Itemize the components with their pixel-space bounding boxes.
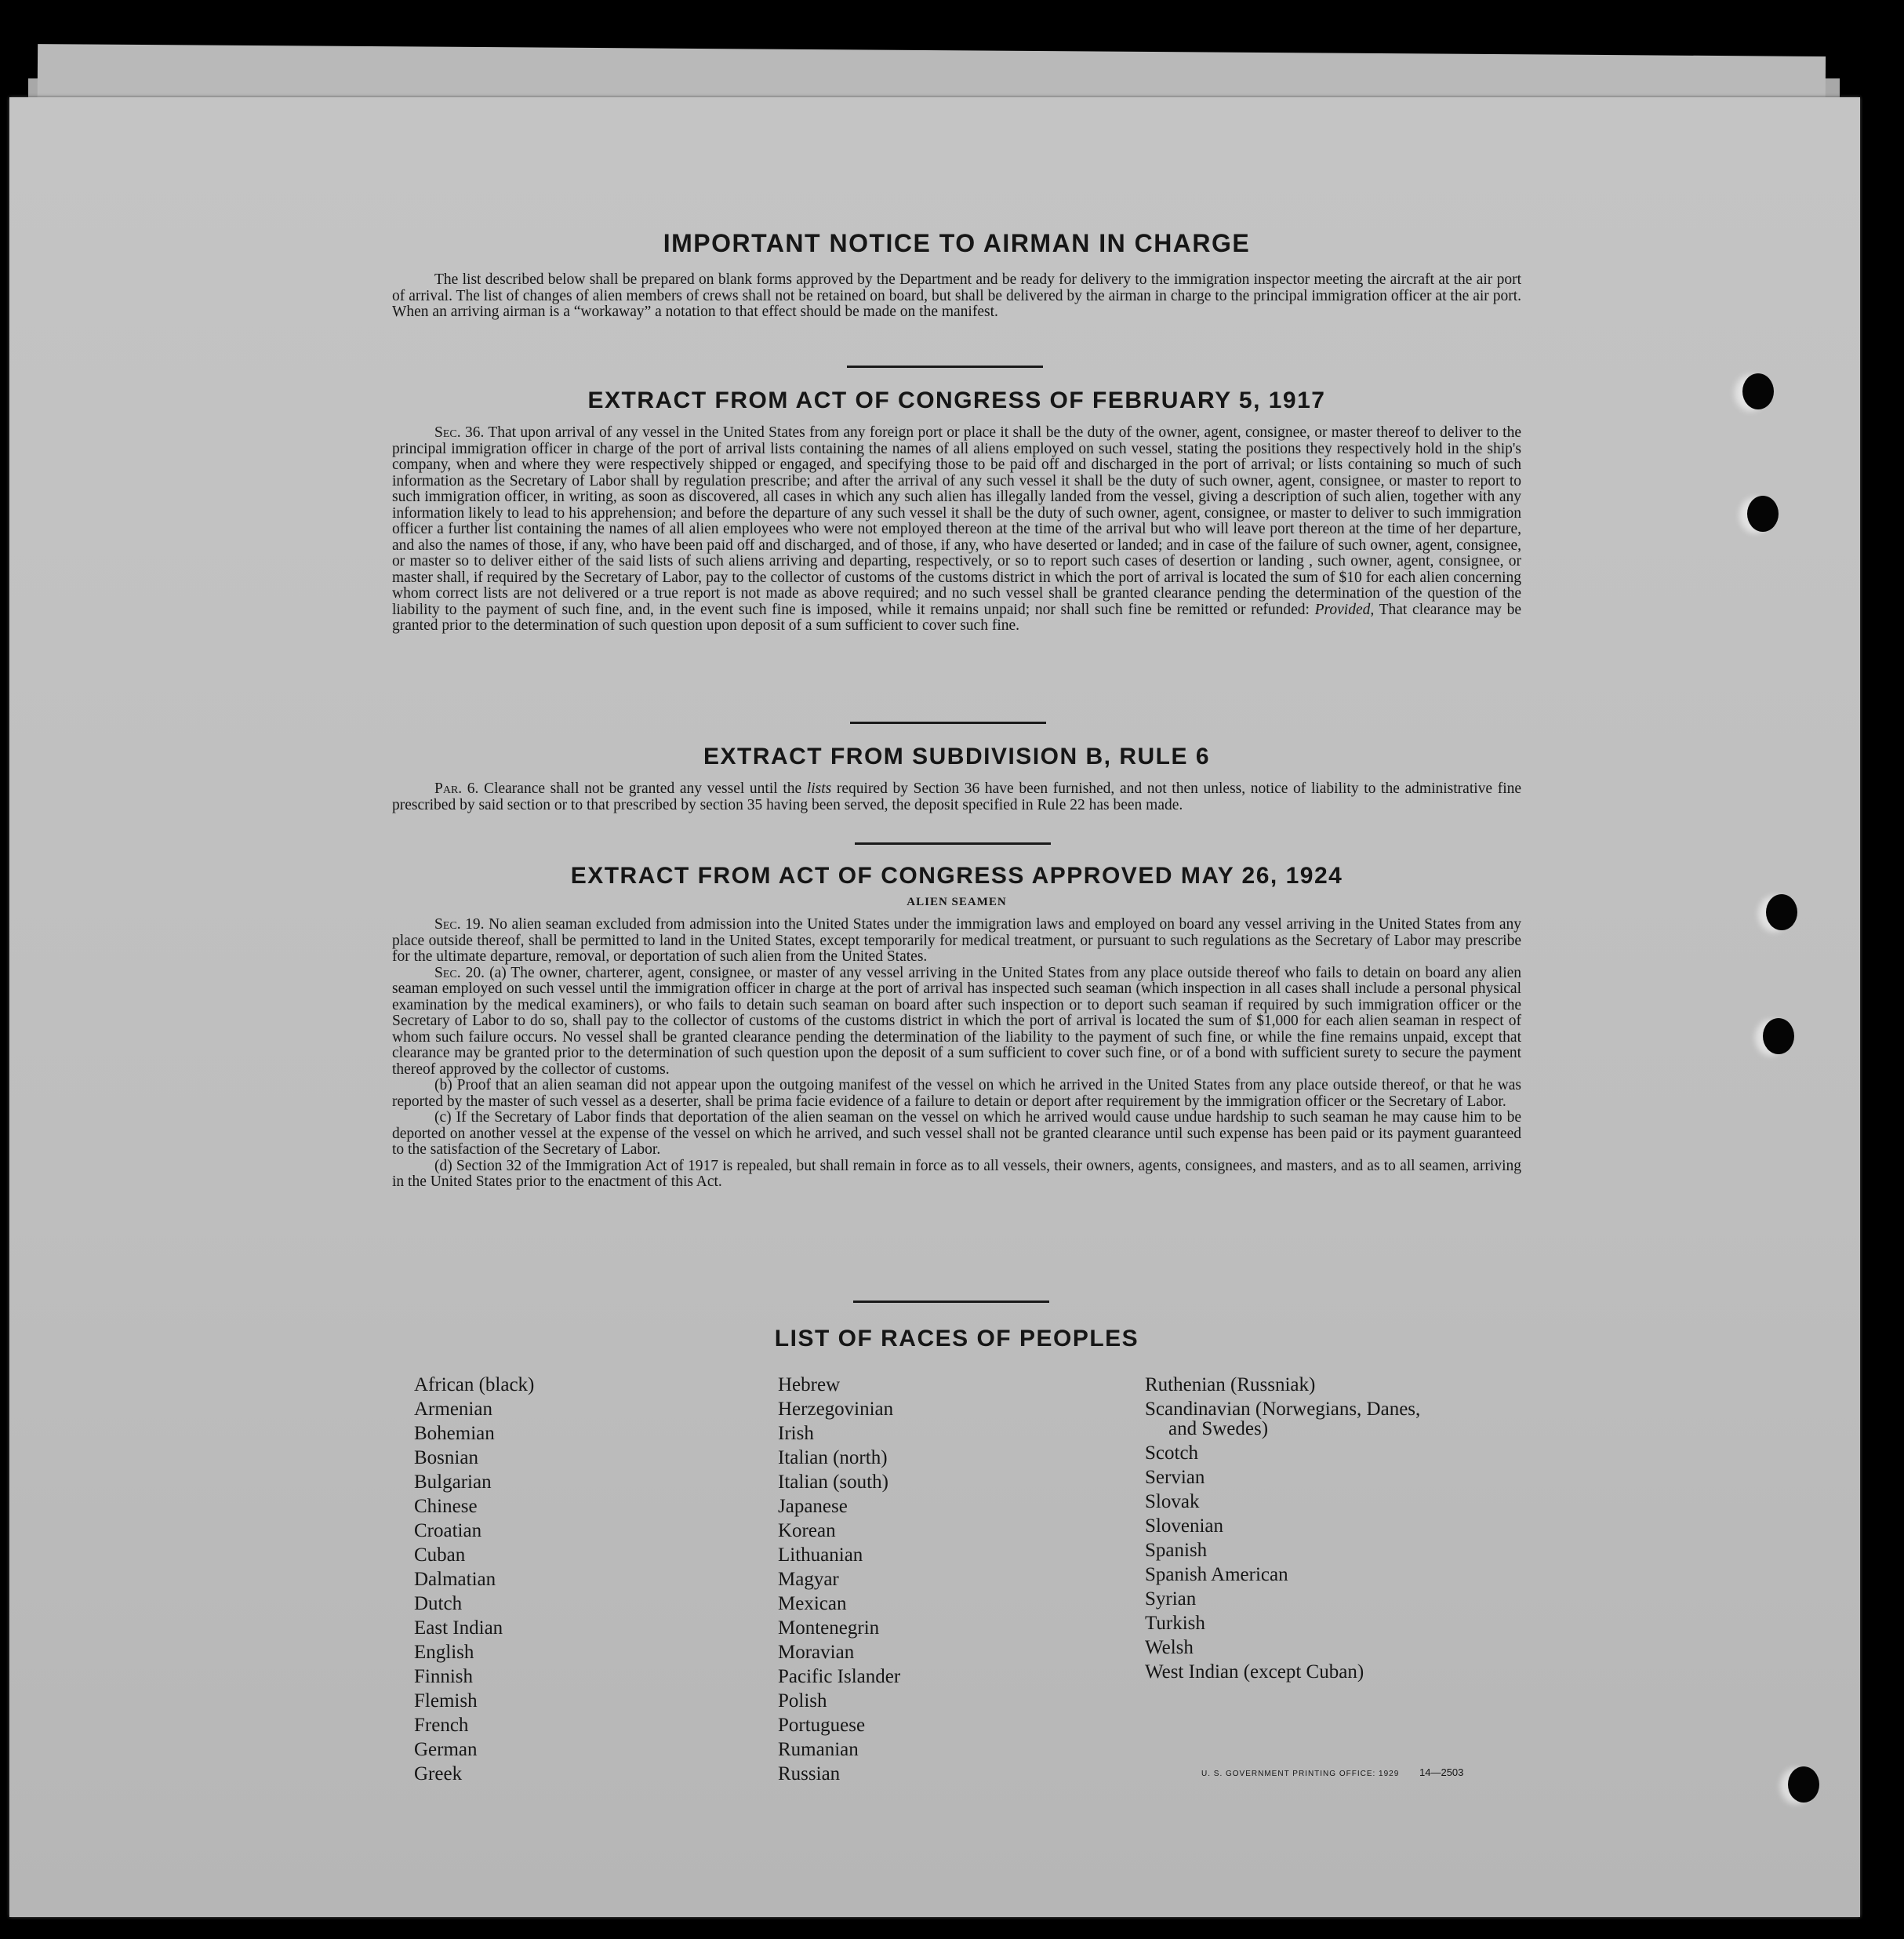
race-item: Russian — [778, 1763, 841, 1784]
race-item: Magyar — [778, 1569, 839, 1590]
sec20a-text: (a) The owner, charterer, agent, consignee, or master of any vessel arriving in the United States from any place outside thereof who fails to detain on board any alien seaman employed on such vessel until the immigration officer in charge at the port of arrival has inspected such seaman (which inspection in all cases shall include a personal physical examination by the medical examiners), or who fails to detain such seaman on board after such inspection or to deport such seaman if required by such immigration officer or the Secretary of Labor to do so, shall pay to the collector of customs of the customs district in which the port of arrival is located the sum of $1,000 for each alien seaman in respect of whom such failure occurs. No vessel shall be granted clearance pending the determination of the liability to the payment of such fine, or while the fine remains unpaid, except that clearance may be granted prior to the determination of such question upon the deposit of a sum sufficient to cover such fine, or of a bond with sufficient surety to secure the payment thereof approved by the collector of customs. — [392, 964, 1522, 1078]
extract-1924-section — [392, 863, 1521, 1191]
sec20d-paragraph: (d) Section 32 of the Immigration Act of 1917 is repealed, but shall remain in force as to all vessels, their owners, agents, consignees, and masters, and as to all seamen, arriving in the United States prior to the enactment of this Act. — [392, 1157, 1521, 1190]
race-item: Turkish — [1145, 1613, 1205, 1634]
extract-1924-title: EXTRACT FROM ACT OF CONGRESS APPROVED MAY 26, 1924 — [570, 863, 1343, 889]
race-item: East Indian — [414, 1617, 503, 1639]
races-column-3 — [1145, 1373, 1420, 1684]
race-item: German — [414, 1739, 478, 1760]
printer-imprint: U. S. GOVERNMENT PRINTING OFFICE: 1929 — [1201, 1770, 1400, 1778]
sec20-label: Sec. 20. — [434, 964, 485, 981]
notice-section — [392, 229, 1521, 321]
sec20b-paragraph: (b) Proof that an alien seaman did not appear upon the outgoing manifest of the vessel on which he arrived in the United States from any place outside thereof, or that he was reported by the master of such vessel as a deserter, shall be prima facie evidence of a failure to detain or deport after requirement by the immigration officer or the Secretary of Labor. — [392, 1077, 1521, 1110]
races-column-2 — [778, 1373, 900, 1786]
section-text: That upon arrival of any vessel in the United States from any foreign port or place it shall be the duty of the owner, agent, consignee, or master thereof to deliver to the principal immigration officer in charge of the port of arrival lists containing the names of all aliens employed on such vessel, stating the positions they respectively hold in the ship's company, when and where they were respectively shipped or engaged, and specifying those to be paid off and discharged in the port of arrival; or lists containing so much of such information as the Secretary of Labor shall by regulation prescribe; and after the arrival of any such vessel it shall be the duty of such owner, agent, consignee, or master to report to such immigration officer, in writing, as soon as discovered, all cases in which any such alien has illegally landed from the vessel, giving a description of such alien, together with any information likely to lead to his apprehension; and before the departure of any such vessel it shall be the duty of such owner, agent, consignee, or master to deliver to such immigration officer a further list containing the names of all alien employees who were not employed thereon at the time of the arrival but who will leave port thereon at the time of her departure, and also the names of those, if any, who have been paid off and discharged, and of those, if any, who have deserted or landed; and in case of the failure of such owner, agent, consignee, or master so to deliver either of the said lists of such aliens arriving and departing, respectively, or so to report such cases of desertion or landing , such owner, agent, consignee, or master shall, if required by the Secretary of Labor, pay to the collector of customs of the customs district in which the port of arrival is located the sum of $10 for each alien concerning whom correct lists are not delivered or a true report is not made as above required; and no such vessel shall be granted clearance pending the determination of the question of the liability to the payment of such fine, and, in the event such fine is imposed, while it remains unpaid; nor shall such fine be remitted or refunded: — [392, 424, 1521, 618]
race-item: Moravian — [778, 1642, 855, 1663]
extract-rule6-section — [392, 744, 1521, 813]
races-title: LIST OF RACES OF PEOPLES — [774, 1326, 1139, 1351]
form-number: 14—2503 — [1419, 1766, 1464, 1778]
divider — [850, 722, 1046, 724]
sec19-label: Sec. 19. — [434, 916, 485, 933]
lists-word: lists — [806, 780, 832, 797]
race-item: English — [414, 1642, 474, 1663]
extract-rule6-body — [392, 781, 1521, 813]
race-item: Dalmatian — [414, 1569, 496, 1590]
notice-title: IMPORTANT NOTICE TO AIRMAN IN CHARGE — [663, 229, 1251, 257]
extract-1917-section — [392, 387, 1521, 635]
race-item: West Indian (except Cuban) — [1145, 1661, 1364, 1683]
race-item: Herzegovinian — [778, 1399, 894, 1420]
race-item: Welsh — [1145, 1637, 1194, 1658]
race-item: Finnish — [414, 1666, 474, 1687]
sec20a-paragraph — [392, 966, 1521, 1079]
race-item: Chinese — [414, 1496, 478, 1517]
race-item: Hebrew — [778, 1374, 841, 1395]
race-item: Japanese — [778, 1496, 848, 1517]
paragraph-text-a: Clearance shall not be granted any vessel until the — [484, 780, 802, 797]
race-item: Armenian — [414, 1399, 492, 1420]
divider — [855, 842, 1051, 845]
sec19-text: No alien seaman excluded from admission into the United States under the immigration laws and employed on board any vessel arriving in the United States from any place outside thereof, shall be permitted to land in the United States, except temporarily for medical treatment, or pursuant to such regulations as the Secretary of Labor may prescribe for the ultimate departure, removal, or deportation of such alien from the United States. — [392, 916, 1521, 965]
alien-seamen-subtitle: ALIEN SEAMEN — [907, 896, 1007, 908]
race-item: Polish — [778, 1690, 827, 1712]
race-item: Scotch — [1145, 1442, 1199, 1464]
section-text-end: That clearance may be granted prior to the determination of such question upon deposit of a sum sufficient to cover such fine. — [392, 601, 1521, 634]
race-item: Slovenian — [1145, 1515, 1223, 1537]
punch-hole — [1763, 1018, 1794, 1054]
race-item: Bohemian — [414, 1423, 495, 1444]
race-item: Dutch — [414, 1593, 463, 1614]
paragraph-text-b: required by Section 36 have been furnished, and not then unless, notice of liability to the administrative fine prescribed by said section or to that prescribed by section 35 having been served, the deposit specified in Rule 22 has been made. — [392, 780, 1522, 813]
race-item: Spanish — [1145, 1540, 1208, 1561]
extract-rule6-title: EXTRACT FROM SUBDIVISION B, RULE 6 — [703, 744, 1211, 769]
race-item: Croatian — [414, 1520, 482, 1541]
race-item: Bulgarian — [414, 1472, 492, 1493]
punch-hole — [1742, 373, 1774, 409]
race-item: Syrian — [1145, 1588, 1197, 1610]
race-item: French — [414, 1715, 469, 1736]
sec20c-paragraph: (c) If the Secretary of Labor finds that deportation of the alien seaman on the vessel on which he arrived would cause undue hardship to such seaman he may cause him to be deported on another vessel at the expense of the vessel on which he arrived, and such vessel shall not be granted clearance until such expense has been paid or its payment guaranteed to the satisfaction of the Secretary of Labor. — [392, 1109, 1521, 1158]
race-item: Lithuanian — [778, 1544, 863, 1566]
race-item: Montenegrin — [778, 1617, 880, 1639]
extract-1917-title: EXTRACT FROM ACT OF CONGRESS OF FEBRUARY 5, 1917 — [587, 387, 1326, 413]
race-item: Greek — [414, 1763, 463, 1784]
provided-word: Provided, — [1314, 601, 1375, 618]
punch-hole — [1747, 496, 1779, 532]
divider — [847, 366, 1043, 368]
punch-hole — [1788, 1766, 1819, 1803]
race-item: Scandinavian (Norwegians, Danes, — [1145, 1399, 1421, 1420]
race-item: Bosnian — [414, 1447, 478, 1468]
races-column-3-rest — [1145, 1441, 1420, 1684]
race-item: Cuban — [414, 1544, 466, 1566]
race-item: African (black) — [414, 1374, 535, 1395]
race-item: Mexican — [778, 1593, 847, 1614]
race-item: Slovak — [1145, 1491, 1200, 1512]
race-item: Pacific Islander — [778, 1666, 901, 1687]
races-column-1 — [414, 1373, 534, 1786]
divider — [853, 1301, 1049, 1303]
race-item: Ruthenian (Russniak) — [1145, 1374, 1316, 1395]
race-item: Korean — [778, 1520, 836, 1541]
punch-hole — [1766, 894, 1797, 930]
race-item: Servian — [1145, 1467, 1205, 1488]
notice-body: The list described below shall be prepared on blank forms approved by the Department and be ready for delivery to the immigration inspector meeting the aircraft at the air port of arrival. The list of changes of alien members of crews shall not be retained on board, but shall be delivered by the airman in charge to the principal immigration officer at the air port. When an arriving airman is a “workaway” a notation to that effect should be made on the manifest. — [392, 271, 1521, 320]
race-item: Portuguese — [778, 1715, 866, 1736]
race-item-continued: and Swedes) — [1168, 1418, 1269, 1439]
section-label: Sec. 36. — [434, 424, 485, 441]
extract-1917-body — [392, 425, 1521, 635]
paragraph-label: Par. 6. — [434, 780, 479, 797]
race-item: Flemish — [414, 1690, 478, 1712]
sec19-paragraph — [392, 917, 1521, 966]
race-item: Italian (south) — [778, 1472, 888, 1493]
race-item: Italian (north) — [778, 1447, 888, 1468]
race-item: Irish — [778, 1423, 814, 1444]
race-item: Rumanian — [778, 1739, 859, 1760]
race-item: Spanish American — [1145, 1564, 1288, 1585]
